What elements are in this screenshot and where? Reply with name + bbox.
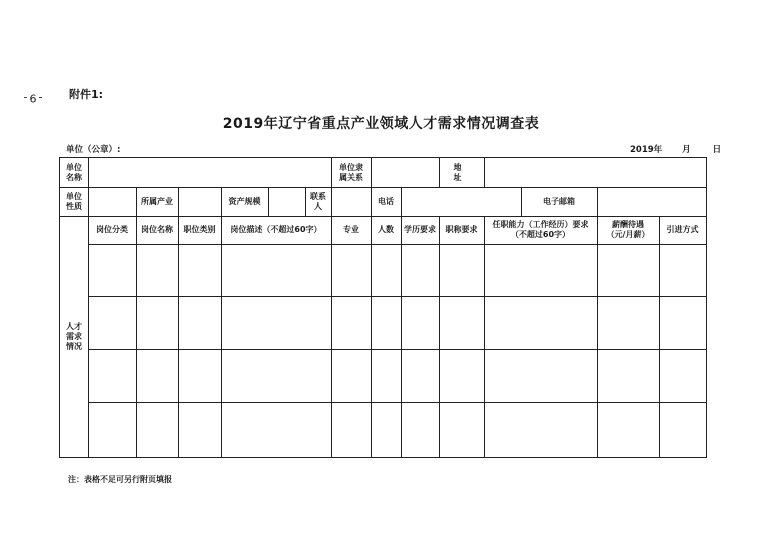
talent-demand-section-label: 人才 需求 情况 [66, 321, 82, 351]
col-divider [371, 216, 372, 457]
col-divider [88, 158, 89, 187]
column-header-post-category: 岗位分类 [96, 225, 128, 234]
phone-label: 电话 [378, 196, 394, 206]
date-month: 月 [682, 145, 691, 155]
column-header-education: 学历要求 [404, 225, 436, 234]
column-header-recruitment-method: 引进方式 [666, 225, 699, 234]
column-header-post-name: 岗位名称 [141, 225, 173, 234]
column-header-salary: 薪酬待遇 （元/月薪） [606, 220, 650, 239]
col-divider [221, 216, 222, 457]
unit-name-text: 单位 名称 [66, 162, 82, 182]
col-divider [597, 216, 598, 457]
column-header-major: 专业 [343, 225, 359, 234]
col-divider [178, 187, 179, 216]
email-label: 电子邮箱 [543, 196, 575, 206]
unit-nature-label: 单位 性质 [66, 191, 82, 211]
unit-name-label [60, 158, 88, 187]
contact-label: 联系 人 [310, 191, 326, 211]
col-divider [659, 216, 660, 457]
address-label: 地 址 [453, 162, 470, 182]
page-title: 2019年辽宁省重点产业领域人才需求情况调查表 [222, 116, 540, 132]
column-header-position-type: 职位类别 [183, 225, 216, 234]
col-divider [178, 216, 179, 457]
col-divider [136, 216, 137, 457]
col-divider [401, 187, 402, 216]
survey-table [59, 157, 707, 458]
column-header-headcount: 人数 [378, 225, 394, 234]
row-divider [88, 296, 706, 297]
page-number: -9- [21, 91, 43, 105]
date-line [630, 143, 721, 155]
asset-scale-label: 资产规模 [228, 196, 261, 206]
attachment-label: 附件1: [69, 88, 104, 101]
col-divider [331, 216, 332, 457]
col-divider [439, 216, 440, 457]
column-header-competency: 任职能力（工作经历）要求 （不超过60字） [492, 220, 589, 239]
col-divider [371, 158, 372, 187]
col-divider [88, 187, 89, 216]
col-divider [88, 216, 89, 457]
col-divider [268, 187, 269, 216]
col-divider [484, 216, 485, 457]
col-divider [597, 187, 598, 216]
col-divider [484, 158, 485, 187]
date-day: 日 [712, 145, 722, 155]
date-year: 2019年 [630, 145, 663, 155]
footnote: 注：表格不足可另行附页填报 [68, 475, 172, 484]
industry-label: 所属产业 [141, 196, 173, 206]
unit-affiliation-label: 单位隶 属关系 [339, 162, 363, 182]
row-divider [88, 402, 706, 403]
col-divider [331, 187, 332, 216]
col-divider [401, 216, 402, 457]
row-divider [88, 244, 706, 245]
row-divider [88, 349, 706, 350]
unit-seal-label: 单位（公章）: [66, 145, 121, 155]
column-header-title-requirement: 职称要求 [445, 225, 478, 234]
column-header-post-description: 岗位描述（不超过60字） [230, 225, 322, 234]
